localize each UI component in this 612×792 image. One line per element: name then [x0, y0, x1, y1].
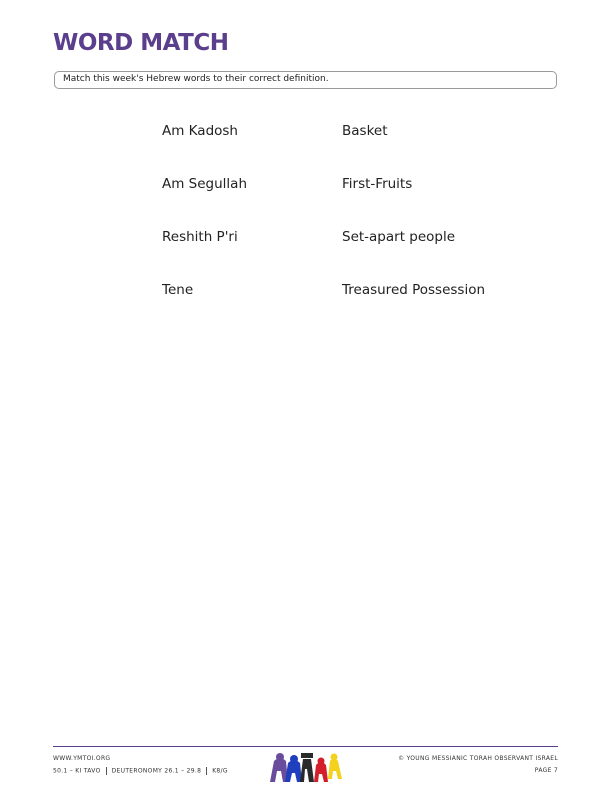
logo-figure-red: [314, 758, 328, 783]
logo-figure-yellow: [328, 754, 342, 780]
footer-scripture: DEUTERONOMY 26.1 – 29.8: [111, 767, 202, 775]
footer-reference: [53, 767, 228, 775]
instruction-text: Match this week's Hebrew words to their correct definition.: [63, 74, 329, 84]
definition-basket: Basket: [342, 123, 388, 139]
footer-page-number: PAGE 7: [534, 767, 558, 774]
definition-first-fruits: First-Fruits: [342, 176, 413, 192]
logo-figure-purple: [270, 753, 288, 782]
page-title: WORD MATCH: [53, 30, 229, 56]
term-tene: Tene: [162, 282, 194, 298]
term-reshith-pri: Reshith P'ri: [162, 229, 238, 245]
footer-divider: [53, 746, 558, 747]
term-am-kadosh: Am Kadosh: [162, 123, 238, 139]
ymtoi-logo-icon: [268, 749, 344, 783]
footer-portion: 50.1 – KI TAVO: [53, 767, 101, 775]
footer-grade: K8/G: [212, 767, 228, 775]
footer-separator: [206, 767, 207, 775]
term-am-segullah: Am Segullah: [162, 176, 248, 192]
footer-copyright: © YOUNG MESSIANIC TORAH OBSERVANT ISRAEL: [398, 755, 558, 762]
footer-url: WWW.YMTOI.ORG: [53, 755, 111, 762]
instruction-box: [54, 71, 557, 89]
definition-treasured-possession: Treasured Possession: [342, 282, 486, 298]
footer-separator: [106, 767, 107, 775]
definition-set-apart-people: Set-apart people: [342, 229, 456, 245]
logo-figure-black: [300, 753, 314, 782]
logo-figure-blue: [285, 755, 302, 782]
